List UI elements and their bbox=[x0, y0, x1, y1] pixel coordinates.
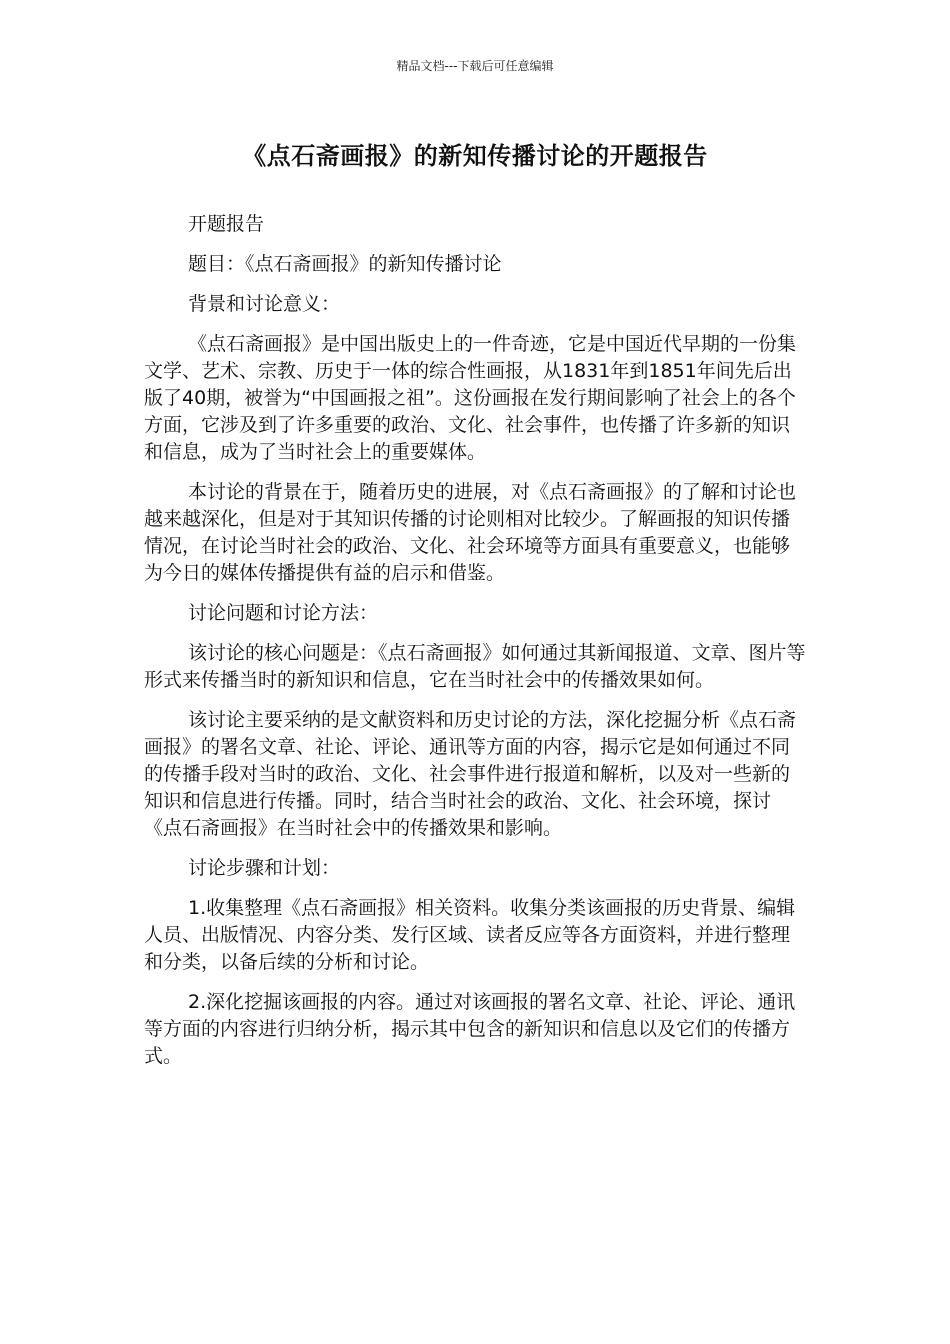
paragraph-background: 本讨论的背景在于，随着历史的进展，对《点石斋画报》的了解和讨论也越来越深化，但是对于其知识传播的讨论则相对比较少。了解画报的知识传播情况，在讨论当时社会的政治、文化、社会环境等方面具有重要意义，也能够为今日的媒体传播提供有益的启示和借鉴。 bbox=[144, 481, 797, 584]
section-label-report: 开题报告 bbox=[188, 213, 265, 235]
paragraph-core-question: 该讨论的核心问题是：《点石斋画报》如何通过其新闻报道、文章、图片等形式来传播当时的新知识和信息，它在当时社会中的传播效果如何。 bbox=[144, 642, 806, 691]
paragraph-intro: 《点石斋画报》是中国出版史上的一件奇迹，它是中国近代早期的一份集文学、艺术、宗教、历史于一体的综合性画报，从1831年到1851年间先后出版了40期，被誉为“中国画报之祖”。这份画报在发行期间影响了社会上的各个方面，它涉及到了许多重要的政治、文化、社会事件，也传播了许多新的知识和信息，成为了当时社会上的重要媒体。 bbox=[144, 333, 797, 463]
section-heading-questions: 讨论问题和讨论方法： bbox=[188, 602, 379, 624]
plan-step-1: 1.收集整理《点石斋画报》相关资料。收集分类该画报的历史背景、编辑人员、出版情况、内容分类、发行区域、读者反应等各方面资料，并进行整理和分类，以备后续的分析和讨论。 bbox=[144, 897, 796, 973]
paragraph-method: 该讨论主要采纳的是文献资料和历史讨论的方法，深化挖掘分析《点石斋画报》的署名文章、社论、评论、通讯等方面的内容，揭示它是如何通过不同的传播手段对当时的政治、文化、社会事件进行报道和解析，以及对一些新的知识和信息进行传播。同时，结合当时社会的政治、文化、社会环境，探讨《点石斋画报》在当时社会中的传播效果和影响。 bbox=[144, 709, 797, 839]
plan-step-2: 2.深化挖掘该画报的内容。通过对该画报的署名文章、社论、评论、通讯等方面的内容进行归纳分析，揭示其中包含的新知识和信息以及它们的传播方式。 bbox=[144, 991, 796, 1067]
section-heading-background: 背景和讨论意义： bbox=[188, 293, 341, 315]
document-body bbox=[144, 211, 808, 1083]
topic-line: 题目：《点石斋画报》的新知传播讨论 bbox=[188, 253, 502, 275]
document-title: 《点石斋画报》的新知传播讨论的开题报告 bbox=[242, 142, 708, 170]
section-heading-plan: 讨论步骤和计划： bbox=[188, 857, 341, 879]
page-header-note: 精品文档---下载后可任意编辑 bbox=[396, 59, 554, 73]
